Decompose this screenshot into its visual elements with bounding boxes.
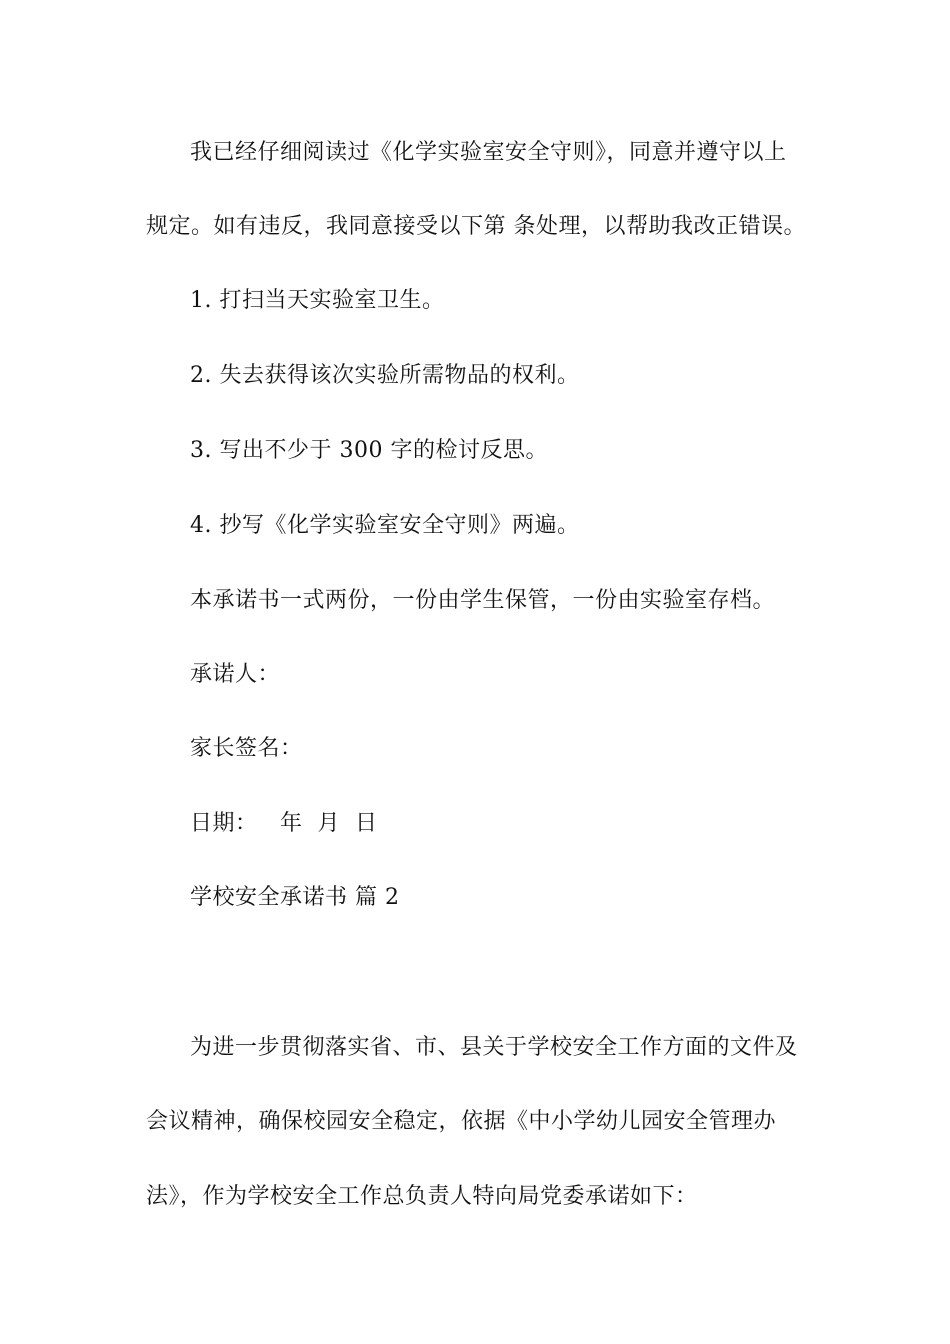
parent-signature-label: 家长签名： [190, 736, 303, 761]
paragraph1-line1: 我已经仔细阅读过《化学实验室安全守则》，同意并遵守以上 [190, 140, 787, 165]
paragraph2-line2: 会议精神，确保校园安全稳定，依据《中小学幼儿园安全管理办 [146, 1109, 777, 1134]
list-item-2: 2. 失去获得该次实验所需物品的权利。 [190, 363, 580, 388]
section-heading: 学校安全承诺书 篇 2 [190, 885, 400, 910]
list-item-4: 4. 抄写《化学实验室安全守则》两遍。 [190, 513, 580, 538]
paragraph2-line1: 为进一步贯彻落实省、市、县关于学校安全工作方面的文件及 [190, 1035, 798, 1060]
date-label: 日期： 年 月 日 [190, 811, 378, 836]
paragraph2-line3: 法》，作为学校安全工作总负责人特向局党委承诺如下： [146, 1184, 698, 1209]
promisor-label: 承诺人： [190, 662, 281, 687]
paragraph1-line2: 规定。如有违反，我同意接受以下第 条处理，以帮助我改正错误。 [146, 214, 806, 239]
list-item-1: 1. 打扫当天实验室卫生。 [190, 288, 445, 313]
list-item-3: 3. 写出不少于 300 字的检讨反思。 [190, 438, 548, 463]
copies-note: 本承诺书一式两份，一份由学生保管，一份由实验室存档。 [190, 588, 776, 613]
